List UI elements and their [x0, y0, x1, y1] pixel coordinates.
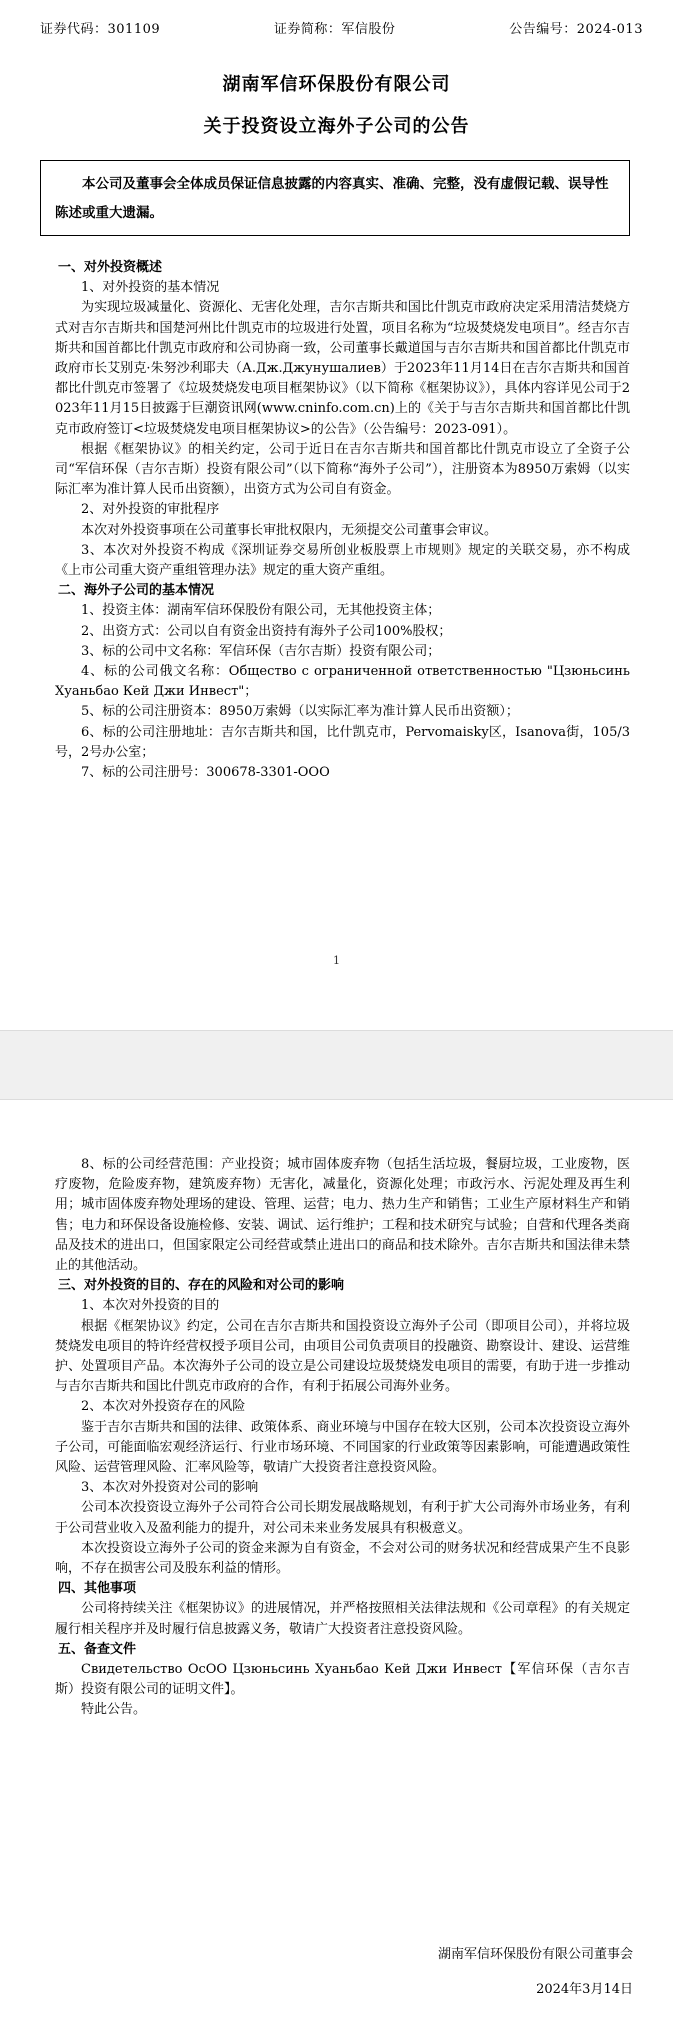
signature-date: 2024年3月14日 — [536, 1982, 633, 1997]
paragraph: 鉴于吉尔吉斯共和国的法律、政策体系、商业环境与中国存在较大区别，公司本次投资设立海外子公司，可能面临宏观经济运行、行业市场环境、不同国家的行业政策等因素影响，可能遭遇政策性风险、运营管理风险、汇率风险等，敬请广大投资者注意投资风险。 — [55, 1419, 630, 1476]
paragraph: 5、标的公司注册资本：8950万索姆（以实际汇率为准计算人民币出资额）； — [81, 704, 519, 720]
paragraph: 1、对外投资的基本情况 — [81, 280, 220, 296]
paragraph: 3、本次对外投资对公司的影响 — [81, 1480, 259, 1496]
page-separator — [0, 1030, 673, 1100]
paragraph: 公司本次投资设立海外子公司符合公司长期发展战略规划，有利于扩大公司海外市场业务，有利于公司营业收入及盈利能力的提升，对公司未来业务发展具有积极意义。 — [55, 1500, 630, 1536]
section-heading: 二、海外子公司的基本情况 — [58, 583, 215, 599]
paragraph: 特此公告。 — [81, 1702, 147, 1718]
paragraph: 2、出资方式：公司以自有资金出资持有海外子公司100%股权； — [81, 623, 452, 639]
paragraph: 本次对外投资事项在公司董事长审批权限内，无须提交公司董事会审议。 — [81, 522, 498, 538]
paragraph: 根据《框架协议》约定，公司在吉尔吉斯共和国投资设立海外子公司（即项目公司），并将垃圾焚烧发电项目的特许经营权授予项目公司，由项目公司负责项目的投融资、勘察设计、建设、运营维护、处置项目产品。本次海外子公司的设立是公司建设垃圾焚烧发电项目的需要，有助于进一步推动与吉尔吉斯共和国比什凯克市政府的合作，有利于拓展公司海外业务。 — [55, 1318, 630, 1395]
paragraph: 8、标的公司经营范围：产业投资；城市固体废弃物（包括生活垃圾，餐厨垃圾，工业废物，医疗废物，危险废弃物，建筑废弃物）无害化，减量化，资源化处理；市政污水、污泥处理及再生利用；城市固体废弃物处理场的建设、管理、运营；电力、热力生产和销售；工业生产原材料生产和销售；电力和环保设备设施检修、安装、调试、运行维护；工程和技术研究与试验；自营和代理各类商品及技术的进出口，但国家限定公司经营或禁止进出口的商品和技术除外。吉尔吉斯共和国法律未禁止的其他活动。 — [55, 1157, 630, 1274]
page-1-body — [55, 258, 630, 783]
paragraph: 1、本次对外投资的目的 — [81, 1298, 220, 1314]
paragraph: 根据《框架协议》的相关约定，公司于近日在吉尔吉斯共和国首都比什凯克市设立了全资子公司“军信环保（吉尔吉斯）投资有限公司”（以下简称“海外子公司”），注册资本为8950万索姆（以实际汇率为准计算人民币出资额），出资方式为公司自有资金。 — [55, 441, 630, 498]
section-heading: 四、其他事项 — [58, 1581, 137, 1597]
paragraph: 2、本次对外投资存在的风险 — [81, 1399, 246, 1415]
paragraph: 7、标的公司注册号：300678-3301-OOO — [81, 765, 330, 781]
section-heading: 一、对外投资概述 — [58, 260, 163, 275]
company-title: 湖南军信环保股份有限公司 — [222, 74, 451, 95]
security-abbreviation: 证券简称：军信股份 — [273, 22, 396, 37]
paragraph: 3、标的公司中文名称：军信环保（吉尔吉斯）投资有限公司； — [81, 643, 441, 659]
announcement-header — [40, 18, 643, 40]
paragraph: Свидетельство ОсОО Цзюньсинь Хуаньбао Кей Джи Инвест【军信环保（吉尔吉斯）投资有限公司的证明文件】。 — [55, 1662, 630, 1698]
page-number: 1 — [333, 954, 340, 967]
page-2-body — [55, 1155, 630, 1721]
announcement-title: 关于投资设立海外子公司的公告 — [203, 116, 470, 137]
announcement-number: 公告编号：2024-013 — [509, 22, 643, 37]
section-heading: 五、备查文件 — [58, 1641, 137, 1657]
paragraph: 2、对外投资的审批程序 — [81, 502, 220, 518]
paragraph: 6、标的公司注册地址：吉尔吉斯共和国，比什凯克市，Pervomaisky区，Isanova街，105/3号，2号办公室； — [55, 724, 630, 760]
paragraph: 公司将持续关注《框架协议》的进展情况，并严格按照相关法律法规和《公司章程》的有关规定履行相关程序并及时履行信息披露义务，敬请广大投资者注意投资风险。 — [55, 1601, 630, 1637]
paragraph: 1、投资主体：湖南军信环保股份有限公司，无其他投资主体； — [81, 603, 441, 619]
paragraph: 4、标的公司俄文名称：Общество с ограниченной ответственностью "Цзюньсинь Хуаньбао Кей Джи Инвест"； — [55, 664, 630, 700]
paragraph: 为实现垃圾减量化、资源化、无害化处理，吉尔吉斯共和国比什凯克市政府决定采用清洁焚烧方式对吉尔吉斯共和国楚河州比什凯克市的垃圾进行处置，项目名称为“垃圾焚烧发电项目”。经吉尔吉斯共和国首都比什凯克市政府和公司协商一致，公司董事长戴道国与吉尔吉斯共和国首都比什凯克市政府市长艾别克·朱努沙利耶夫（А.Дж.Джунушалиев）于2023年11月14日在吉尔吉斯共和国首都比什凯克市签署了《垃圾焚烧发电项目框架协议》（以下简称《框架协议》），具体内容详见公司于2023年11月15日披露于巨潮资讯网(www.cninfo.com.cn)上的《关于与吉尔吉斯共和国首都比什凯克市政府签订<垃圾焚烧发电项目框架协议>的公告》（公告编号：2023-091）。 — [55, 300, 630, 437]
signature-company: 湖南军信环保股份有限公司董事会 — [437, 1947, 633, 1962]
security-code: 证券代码：301109 — [40, 22, 161, 37]
paragraph: 本次投资设立海外子公司的资金来源为自有资金，不会对公司的财务状况和经营成果产生不良影响，不存在损害公司及股东利益的情形。 — [55, 1540, 630, 1577]
disclosure-statement-box: 本公司及董事会全体成员保证信息披露的内容真实、准确、完整，没有虚假记载、误导性陈述或重大遗漏。 — [40, 160, 630, 236]
paragraph: 3、本次对外投资不构成《深圳证券交易所创业板股票上市规则》规定的关联交易，亦不构成《上市公司重大资产重组管理办法》规定的重大资产重组。 — [55, 542, 630, 579]
section-heading: 三、对外投资的目的、存在的风险和对公司的影响 — [58, 1278, 345, 1294]
